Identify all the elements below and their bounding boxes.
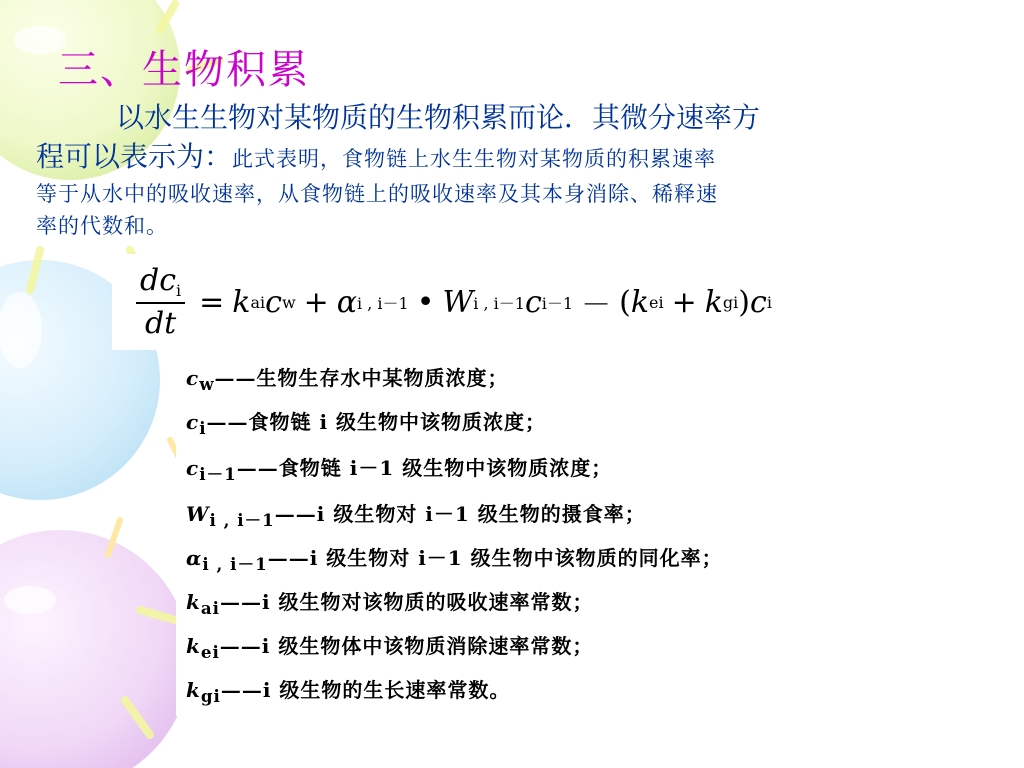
k-e-symbol: k bbox=[630, 284, 649, 320]
rate-equation bbox=[112, 254, 900, 350]
definition-item: $c_w——$生物生存水中某物质浓度； bbox=[186, 366, 509, 394]
w-symbol: W bbox=[442, 284, 474, 320]
equals-sign: = bbox=[199, 284, 225, 320]
plus-sign-1: + bbox=[303, 284, 329, 320]
c-prev-symbol: c bbox=[524, 284, 542, 320]
intro-line-3: 等于从水中的吸收速率，从食物链上的吸收速率及其本身消除、稀释速 bbox=[36, 182, 718, 206]
symbol-definitions bbox=[176, 356, 876, 716]
c-i-sub: i bbox=[766, 292, 772, 312]
frac-numerator: dc bbox=[140, 263, 177, 298]
intro-line-2-lead: 程可以表示为： bbox=[36, 140, 233, 173]
page-title: 三、生物积累 bbox=[58, 47, 310, 93]
intro-line-2 bbox=[36, 140, 956, 178]
right-paren: ) bbox=[738, 284, 750, 320]
definition-item: $W_{i , i-1}——i$ 级生物对 i－1 级生物的摄食率； bbox=[186, 502, 646, 530]
definition-item: $c_{i-1}——$食物链 i－1 级生物中该物质浓度； bbox=[186, 456, 613, 484]
alpha-symbol: α bbox=[336, 284, 358, 320]
c-prev-sub: i－1 bbox=[541, 293, 574, 313]
intro-paragraph bbox=[36, 96, 956, 242]
alpha-sub: i , i－1 bbox=[357, 293, 409, 313]
intro-line-2-rest: 此式表明，食物链上水生生物对某物质的积累速率 bbox=[232, 147, 717, 171]
definition-item: $\alpha_{i , i-1}——i$ 级生物对 i－1 级生物中该物质的同化率； bbox=[186, 546, 723, 574]
k-a-symbol: k bbox=[232, 284, 251, 320]
frac-denominator: dt bbox=[144, 306, 177, 341]
definition-item: $k_{ei}——i$ 级生物体中该物质消除速率常数； bbox=[186, 634, 594, 662]
c-w-sub: w bbox=[281, 292, 296, 312]
intro-line-1: 以水生生物对某物质的生物积累而论．其微分速率方 bbox=[116, 101, 761, 134]
purple-balloon bbox=[0, 530, 190, 768]
c-i-symbol: c bbox=[750, 284, 767, 320]
w-sub: i , i－1 bbox=[473, 293, 525, 313]
plus-sign-2: + bbox=[671, 284, 697, 320]
dot-operator: • bbox=[416, 284, 435, 320]
k-g-sub: gi bbox=[722, 292, 739, 312]
k-e-sub: ei bbox=[649, 292, 664, 312]
k-g-symbol: k bbox=[704, 284, 723, 320]
c-w-symbol: c bbox=[265, 284, 282, 320]
intro-line-4: 率的代数和。 bbox=[36, 214, 168, 238]
definition-item: $k_{ai}——i$ 级生物对该物质的吸收速率常数； bbox=[186, 590, 594, 618]
derivative-fraction bbox=[136, 263, 185, 341]
definition-item: $c_i——$食物链 i 级生物中该物质浓度； bbox=[186, 410, 547, 438]
k-a-sub: ai bbox=[250, 292, 266, 312]
left-paren: ( bbox=[619, 284, 631, 320]
minus-sign: － bbox=[581, 288, 612, 323]
definition-item: $k_{gi}——i$ 级生物的生长速率常数。 bbox=[186, 678, 511, 706]
frac-numerator-sub: i bbox=[176, 281, 182, 300]
